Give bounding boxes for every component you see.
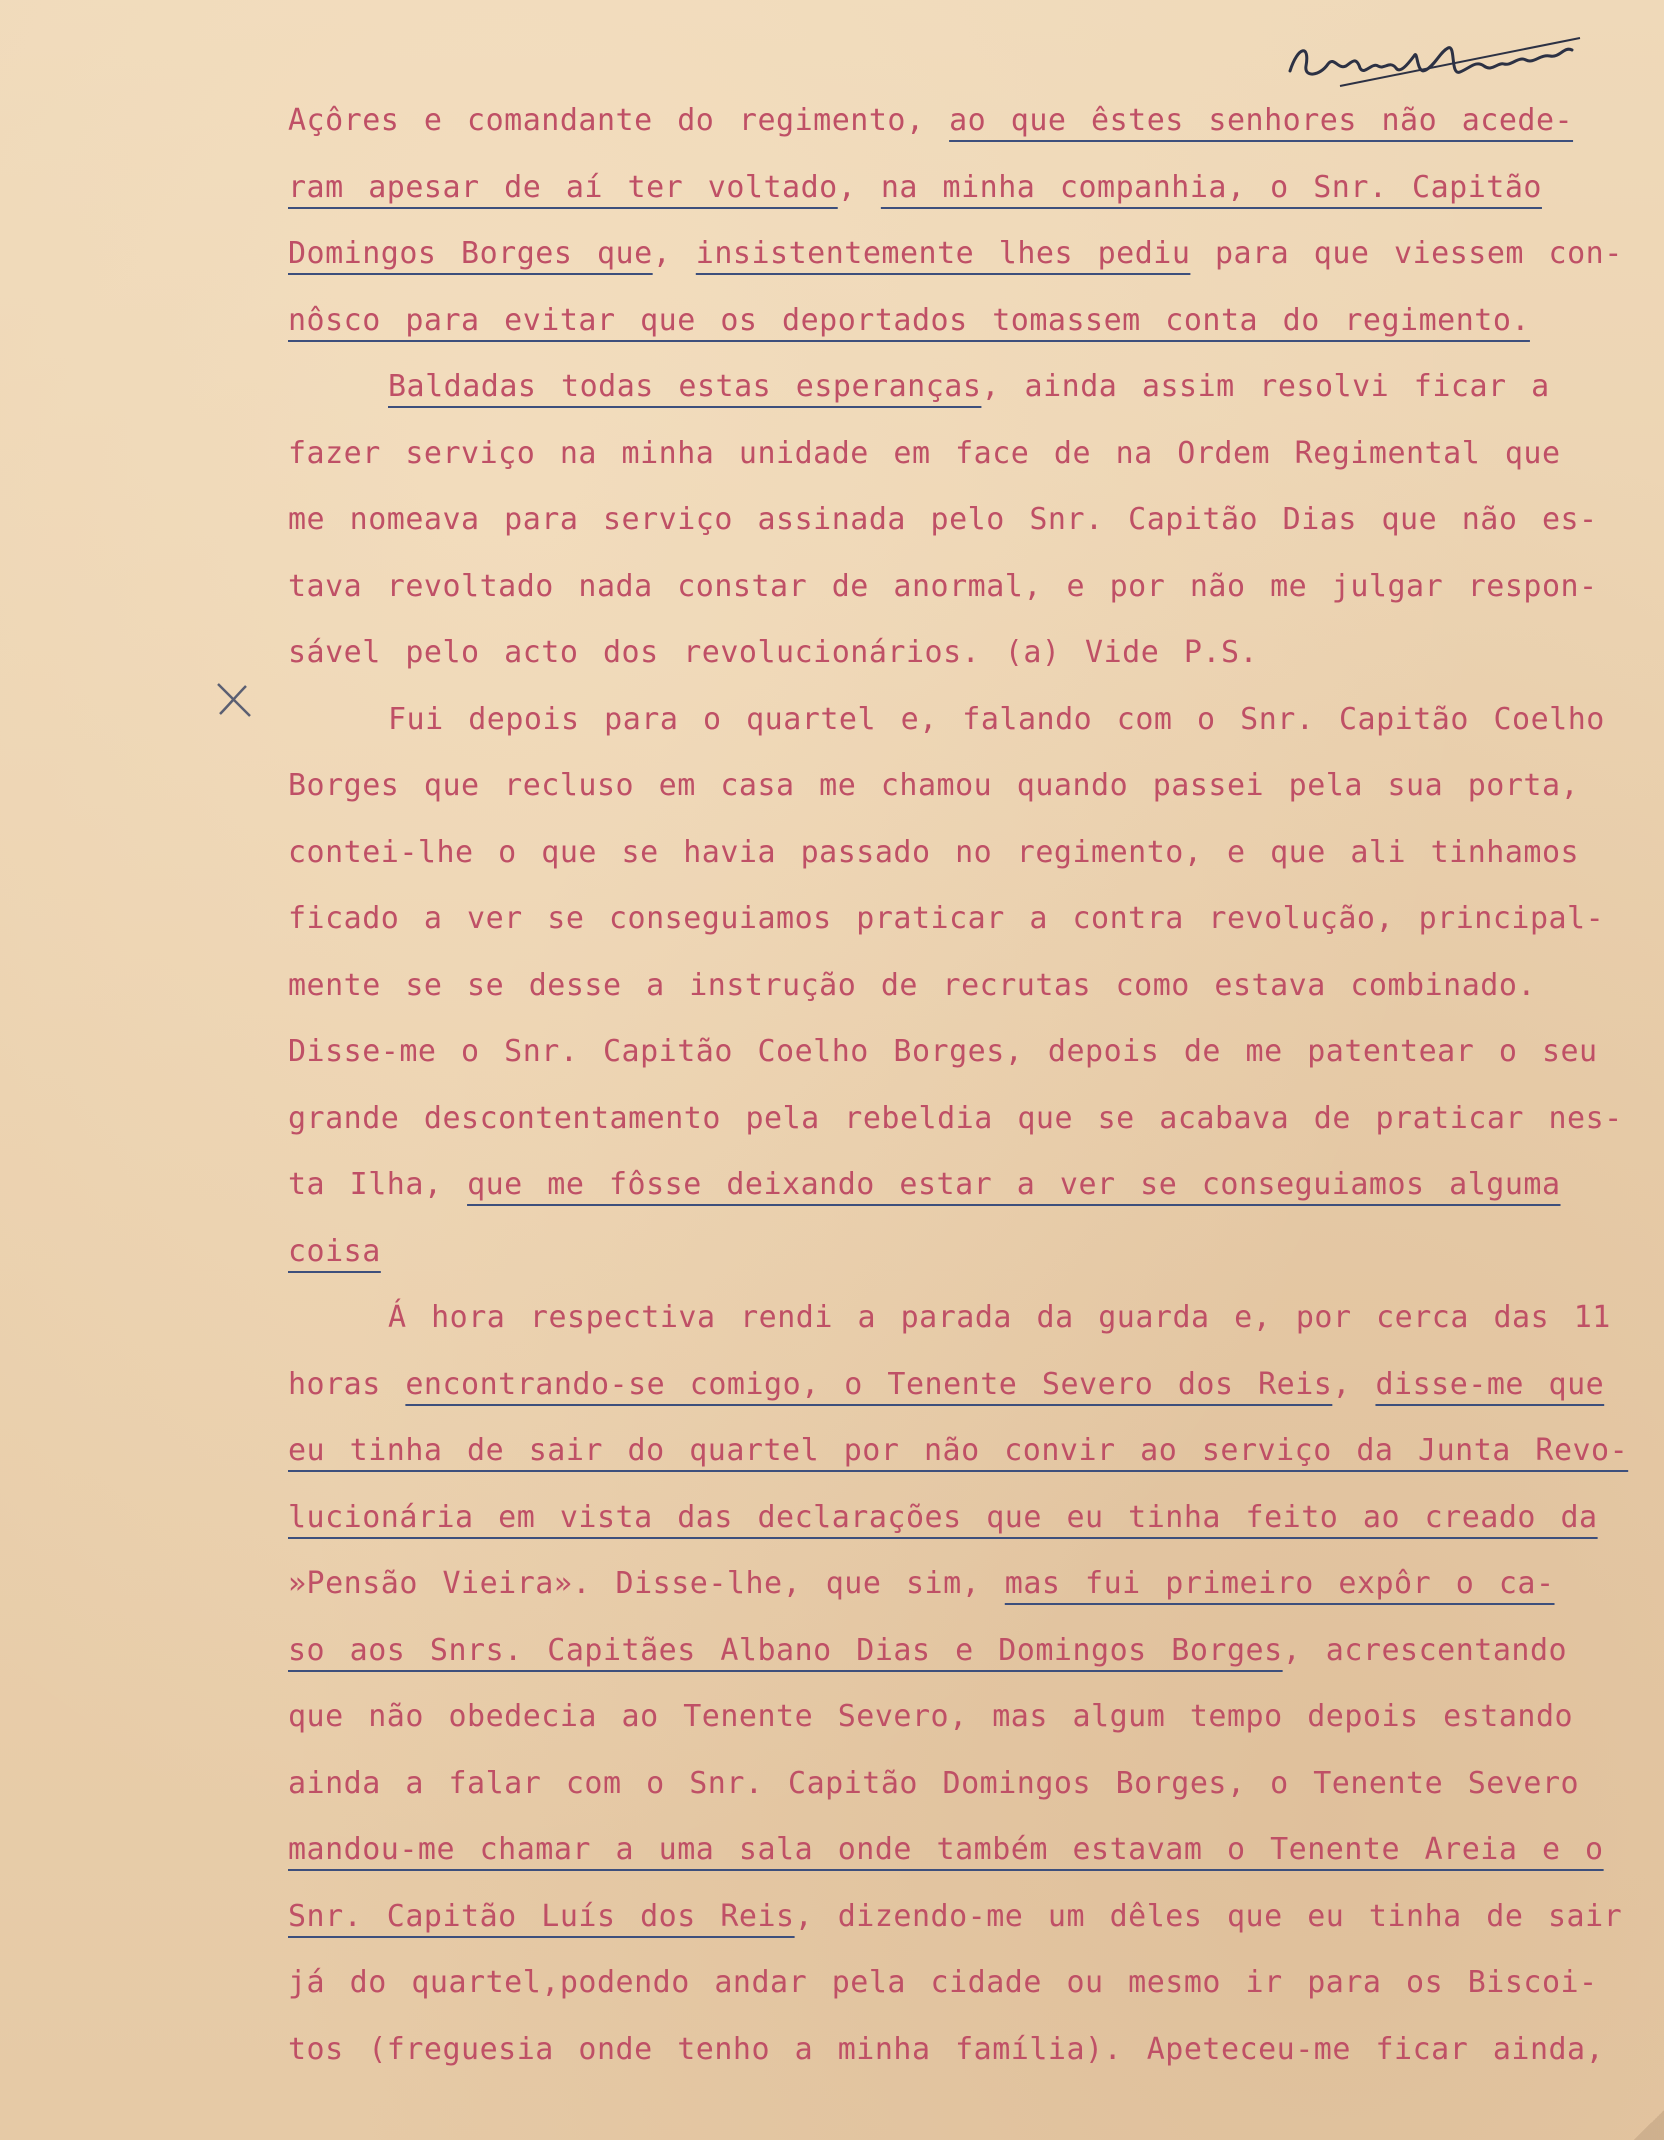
text-line — [288, 221, 1658, 288]
text-line: contei-lhe o que se havia passado no regimento, e que ali tinhamos — [288, 834, 1580, 870]
text-segment: ta Ilha, — [288, 1167, 468, 1202]
text-segment: encontrando-se comigo, o Tenente Severo dos Reis — [405, 1366, 1333, 1402]
text-line: Á hora respectiva rendi a parada da guarda e, por cerca das 11 — [388, 1300, 1611, 1335]
text-segment: , ainda assim resolvi ficar a — [981, 369, 1550, 404]
typewritten-body — [288, 88, 1658, 2083]
text-line: Fui depois para o quartel e, falando com o Snr. Capitão Coelho — [388, 701, 1605, 737]
text-line: já do quartel,podendo andar pela cidade ou mesmo ir para os Biscoi- — [288, 1965, 1598, 2000]
paper-corner — [1634, 2110, 1664, 2140]
text-segment: ao que êstes senhores não acede- — [949, 103, 1574, 138]
text-line — [288, 1352, 1658, 1419]
text-line — [288, 1551, 1658, 1618]
text-line: tava revoltado nada constar de anormal, e por não me julgar respon- — [288, 568, 1598, 604]
text-line: Disse-me o Snr. Capitão Coelho Borges, depois de me patentear o seu — [288, 1034, 1598, 1069]
text-segment: so aos Snrs. Capitães Albano Dias e Domingos Borges — [288, 1632, 1283, 1668]
text-line: mandou-me chamar a uma sala onde também estavam o Tenente Areia e o — [288, 1832, 1604, 1867]
text-segment: »Pensão Vieira». Disse-lhe, que sim, — [288, 1566, 1005, 1601]
text-line: lucionária em vista das declarações que eu tinha feito ao creado da — [288, 1499, 1598, 1535]
text-line — [288, 1618, 1658, 1685]
text-line: tos (freguesia onde tenho a minha família). Apeteceu-me ficar ainda, — [288, 2031, 1605, 2067]
margin-x-mark — [212, 680, 256, 720]
text-segment: na minha companhia, o Snr. Capitão — [880, 169, 1542, 205]
text-segment: insistentemente lhes pediu — [695, 236, 1191, 271]
text-line: grande descontentamento pela rebeldia que se acabava de praticar nes- — [288, 1100, 1623, 1136]
text-segment: disse-me que — [1375, 1366, 1605, 1402]
text-segment: horas — [288, 1366, 406, 1402]
text-line: mente se se desse a instrução de recrutas como estava combinado. — [288, 967, 1536, 1003]
text-line — [288, 1152, 1658, 1219]
text-line: eu tinha de sair do quartel por não convir ao serviço da Junta Revo- — [288, 1433, 1629, 1468]
text-segment: Açôres e comandante do regimento, — [288, 103, 950, 138]
text-line: me nomeava para serviço assinada pelo Snr. Capitão Dias que não es- — [288, 502, 1598, 537]
text-segment: Snr. Capitão Luís dos Reis — [288, 1898, 795, 1934]
text-segment: mas fui primeiro expôr o ca- — [1004, 1566, 1555, 1601]
text-segment: , — [652, 236, 696, 271]
handwritten-signature — [1280, 26, 1600, 96]
text-segment: , — [837, 169, 881, 205]
text-segment: que me fôsse deixando estar a ver se conseguiamos alguma — [467, 1167, 1561, 1202]
text-line: nôsco para evitar que os deportados tomassem conta do regimento. — [288, 302, 1530, 338]
text-line: sável pelo acto dos revolucionários. (a) Vide P.S. — [288, 635, 1259, 670]
text-segment: ram apesar de aí ter voltado — [288, 169, 838, 205]
text-segment: , acrescentando — [1282, 1632, 1568, 1668]
text-line: que não obedecia ao Tenente Severo, mas algum tempo depois estando — [288, 1699, 1574, 1734]
text-line: coisa — [288, 1233, 381, 1269]
text-line: Borges que recluso em casa me chamou quando passei pela sua porta, — [288, 768, 1580, 803]
text-segment: , — [1332, 1366, 1376, 1402]
text-line: ainda a falar com o Snr. Capitão Domingos Borges, o Tenente Severo — [288, 1765, 1580, 1801]
text-line: ficado a ver se conseguiamos praticar a contra revolução, principal- — [288, 901, 1605, 936]
text-line: fazer serviço na minha unidade em face de na Ordem Regimental que — [288, 435, 1561, 471]
text-segment: , dizendo-me um dêles que eu tinha de sair — [794, 1898, 1623, 1934]
text-line — [288, 88, 1658, 155]
text-segment: Domingos Borges que — [288, 236, 653, 271]
text-line — [288, 1884, 1658, 1951]
text-line — [288, 354, 1658, 421]
text-line — [288, 155, 1658, 222]
text-segment: para que viessem con- — [1190, 236, 1623, 271]
text-segment: Baldadas todas estas esperanças — [388, 369, 982, 404]
